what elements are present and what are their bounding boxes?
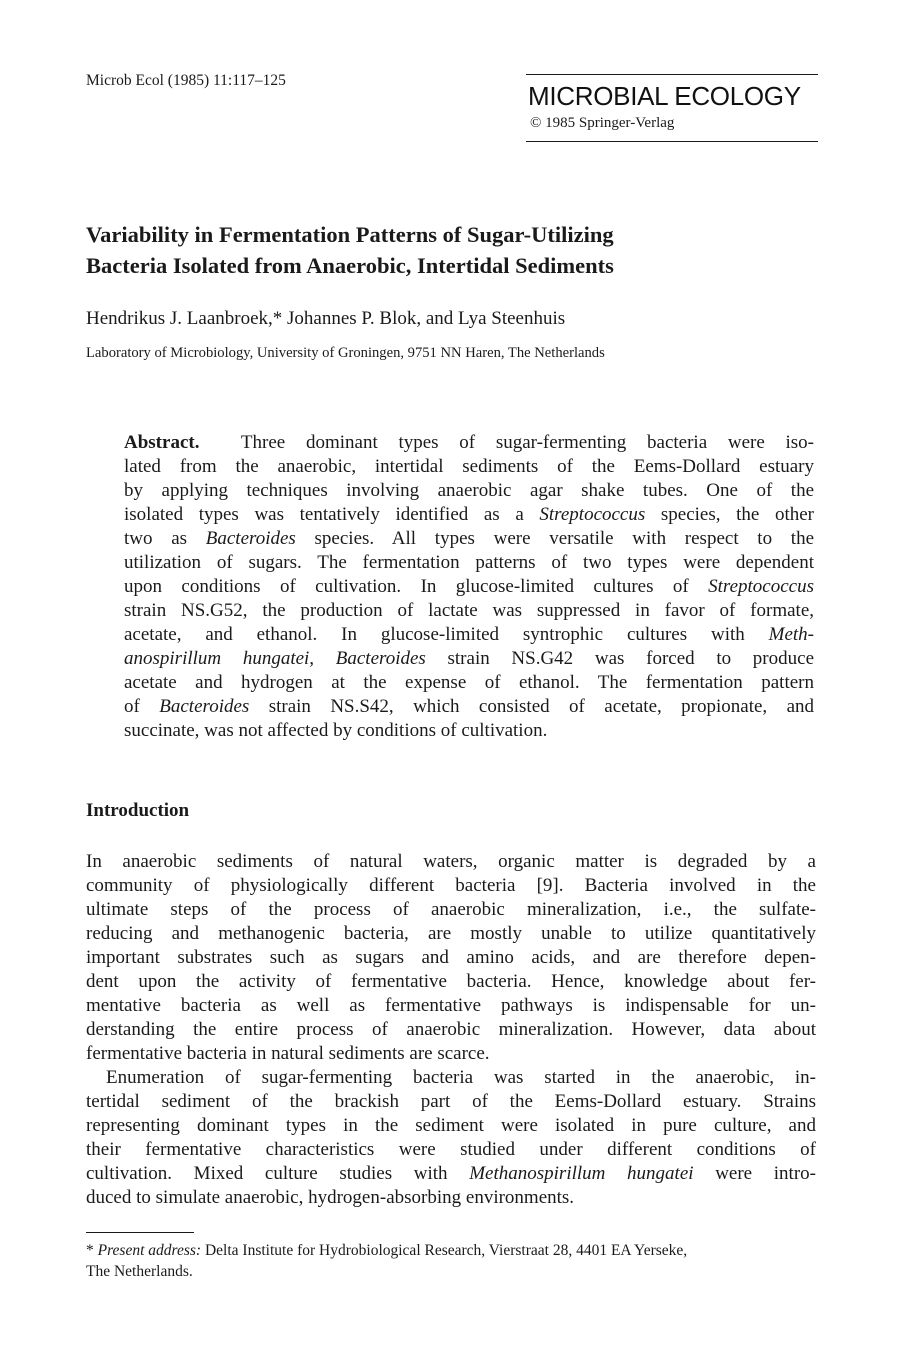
abstract-text: two as	[124, 528, 206, 549]
body-line: fermentative bacteria in natural sediments are scarce.	[86, 1043, 490, 1064]
footnote-marker: *	[86, 1242, 98, 1259]
article-title	[86, 219, 806, 281]
body-line: community of physiologically different bacteria [9]. Bacteria involved in the	[86, 875, 816, 896]
species-name: Methanospirillum hungatei	[469, 1163, 694, 1184]
species-name: Bacteroides	[159, 696, 250, 717]
abstract	[124, 431, 814, 743]
title-line: Bacteria Isolated from Anaerobic, Intertidal Sediments	[86, 253, 614, 278]
abstract-line: lated from the anaerobic, intertidal sediments of the Eems-Dollard estuary	[124, 456, 814, 477]
abstract-text: strain NS.S42, which consisted of acetate, propionate, and	[249, 696, 815, 717]
journal-name: MICROBIAL ECOLOGY	[528, 81, 801, 111]
abstract-line	[124, 623, 814, 647]
abstract-line	[124, 527, 814, 551]
abstract-text: isolated types was tentatively identified as a	[124, 504, 540, 525]
abstract-text: Three dominant types of sugar-fermenting bacteria were iso-	[240, 432, 815, 453]
abstract-line	[124, 575, 814, 599]
species-name: anospirillum hungatei, Bacteroides	[124, 648, 426, 669]
abstract-text: species, the other	[645, 504, 815, 525]
body-line: tertidal sediment of the brackish part of the Eems-Dollard estuary. Strains	[86, 1091, 816, 1112]
body-line: derstanding the entire process of anaerobic mineralization. However, data about	[86, 1019, 816, 1040]
journal-copyright: © 1985 Springer-Verlag	[530, 115, 675, 131]
citation: Microb Ecol (1985) 11:117–125	[86, 72, 286, 89]
introduction-body	[86, 850, 816, 1210]
authors: Hendrikus J. Laanbroek,* Johannes P. Blok, and Lya Steenhuis	[86, 308, 566, 329]
body-line: reducing and methanogenic bacteria, are mostly unable to utilize quantitatively	[86, 923, 816, 944]
abstract-line: strain NS.G52, the production of lactate was suppressed in favor of formate,	[124, 600, 814, 621]
body-line	[86, 1162, 816, 1186]
abstract-text: strain NS.G42 was forced to produce	[425, 648, 814, 669]
footnote-rule	[86, 1232, 194, 1233]
body-line: ultimate steps of the process of anaerobic mineralization, i.e., the sulfate-	[86, 899, 816, 920]
abstract-line: succinate, was not affected by conditions of cultivation.	[124, 720, 548, 741]
body-line: Enumeration of sugar-fermenting bacteria was started in the anaerobic, in-	[106, 1067, 816, 1088]
abstract-line	[124, 503, 814, 527]
abstract-line	[124, 695, 814, 719]
abstract-line: by applying techniques involving anaerobic agar shake tubes. One of the	[124, 480, 814, 501]
abstract-text: species. All types were versatile with respect to the	[295, 528, 815, 549]
body-line: their fermentative characteristics were studied under different conditions of	[86, 1139, 816, 1160]
abstract-text: upon conditions of cultivation. In glucose-limited cultures of	[124, 576, 709, 597]
body-line: mentative bacteria as well as fermentative pathways is indispensable for un-	[86, 995, 816, 1016]
abstract-text: of	[124, 696, 160, 717]
introduction-heading: Introduction	[86, 800, 190, 821]
footnote-text: The Netherlands.	[86, 1263, 193, 1280]
body-text: cultivation. Mixed culture studies with	[86, 1163, 470, 1184]
footnote-text: Delta Institute for Hydrobiological Research, Vierstraat 28, 4401 EA Yerseke,	[201, 1242, 688, 1259]
abstract-line	[124, 431, 814, 455]
body-line: important substrates such as sugars and amino acids, and are therefore depen-	[86, 947, 816, 968]
footnote	[86, 1240, 816, 1282]
abstract-line	[124, 647, 814, 671]
body-text: were intro-	[693, 1163, 816, 1184]
body-line: In anaerobic sediments of natural waters, organic matter is degraded by a	[86, 851, 816, 872]
affiliation: Laboratory of Microbiology, University of Groningen, 9751 NN Haren, The Netherlands	[86, 345, 605, 361]
body-line: representing dominant types in the sediment were isolated in pure culture, and	[86, 1115, 816, 1136]
body-line: dent upon the activity of fermentative bacteria. Hence, knowledge about fer-	[86, 971, 816, 992]
species-name: Streptococcus	[708, 576, 814, 597]
abstract-text: acetate, and ethanol. In glucose-limited syntrophic cultures with	[124, 624, 769, 645]
abstract-line: acetate and hydrogen at the expense of ethanol. The fermentation pattern	[124, 672, 814, 693]
species-name: Meth-	[768, 624, 814, 645]
abstract-label: Abstract.	[124, 432, 200, 453]
species-name: Streptococcus	[539, 504, 646, 525]
species-name: Bacteroides	[205, 528, 296, 549]
footnote-label: Present address:	[97, 1242, 202, 1259]
journal-masthead	[526, 74, 818, 142]
title-line: Variability in Fermentation Patterns of Sugar-Utilizing	[86, 222, 614, 247]
body-line: duced to simulate anaerobic, hydrogen-absorbing environments.	[86, 1187, 575, 1208]
abstract-line: utilization of sugars. The fermentation patterns of two types were dependent	[124, 552, 814, 573]
